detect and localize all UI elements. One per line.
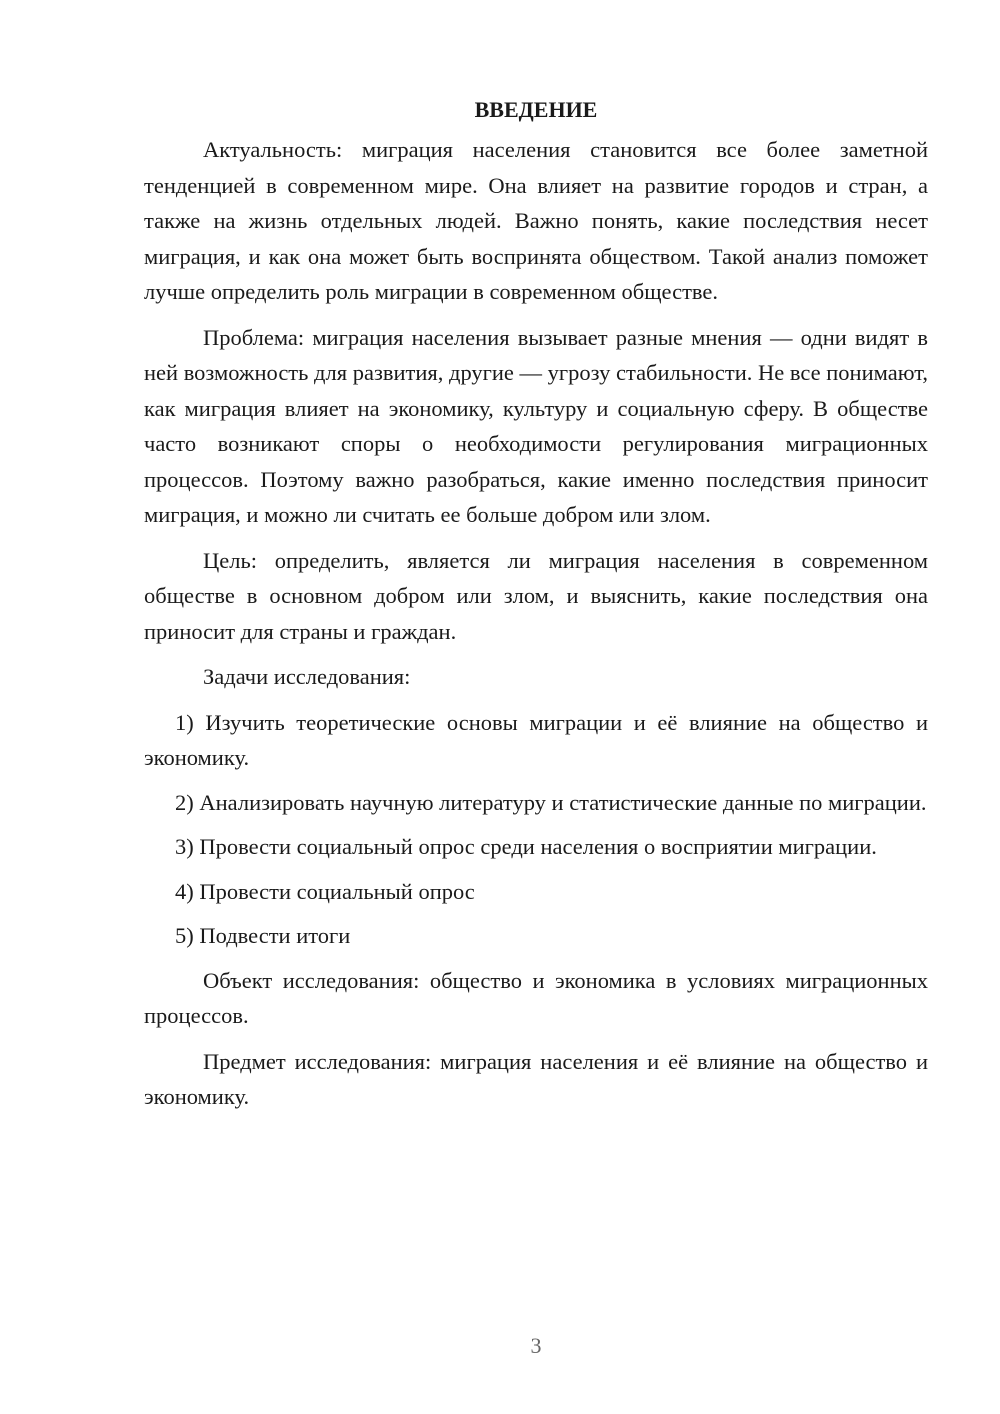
- tasks-heading: Задачи исследования:: [203, 664, 411, 689]
- task-item: 1) Изучить теоретические основы миграции и её влияние на общество и экономику.: [144, 709, 928, 770]
- section-title: ВВЕДЕНИЕ: [474, 97, 598, 122]
- paragraph-problem: Проблема: миграция населения вызывает разные мнения — одни видят в ней возможность для развития, другие — угрозу стабильности. Не все понимают, как миграция влияет на экономику, культуру и социальную сферу. В обществе часто возникают споры о необходимости регулирования миграционных процессов. Поэтому важно разобраться, какие именно последствия приносит миграция, и можно ли считать ее больше добром или злом.: [144, 324, 928, 527]
- document-page: [144, 92, 928, 1125]
- paragraph-subject: Предмет исследования: миграция населения и её влияние на общество и экономику.: [144, 1048, 928, 1109]
- paragraph-relevance: Актуальность: миграция населения становится все более заметной тенденцией в современном мире. Она влияет на развитие городов и стран, а также на жизнь отдельных людей. Важно понять, какие последствия несет миграция, и как она может быть воспринята обществом. Такой анализ поможет лучше определить роль миграции в современном обществе.: [144, 137, 928, 304]
- task-item: 3) Провести социальный опрос среди населения о восприятии миграции.: [175, 834, 877, 859]
- task-item: 5) Подвести итоги: [175, 923, 351, 948]
- paragraph-goal: Цель: определить, является ли миграция населения в современном обществе в основном добром или злом, и выяснить, какие последствия она приносит для страны и граждан.: [144, 547, 928, 644]
- task-item: 2) Анализировать научную литературу и статистические данные по миграции.: [175, 789, 927, 815]
- paragraph-object: Объект исследования: общество и экономика в условиях миграционных процессов.: [144, 967, 928, 1028]
- task-item: 4) Провести социальный опрос: [175, 878, 475, 904]
- page-number: 3: [530, 1333, 542, 1358]
